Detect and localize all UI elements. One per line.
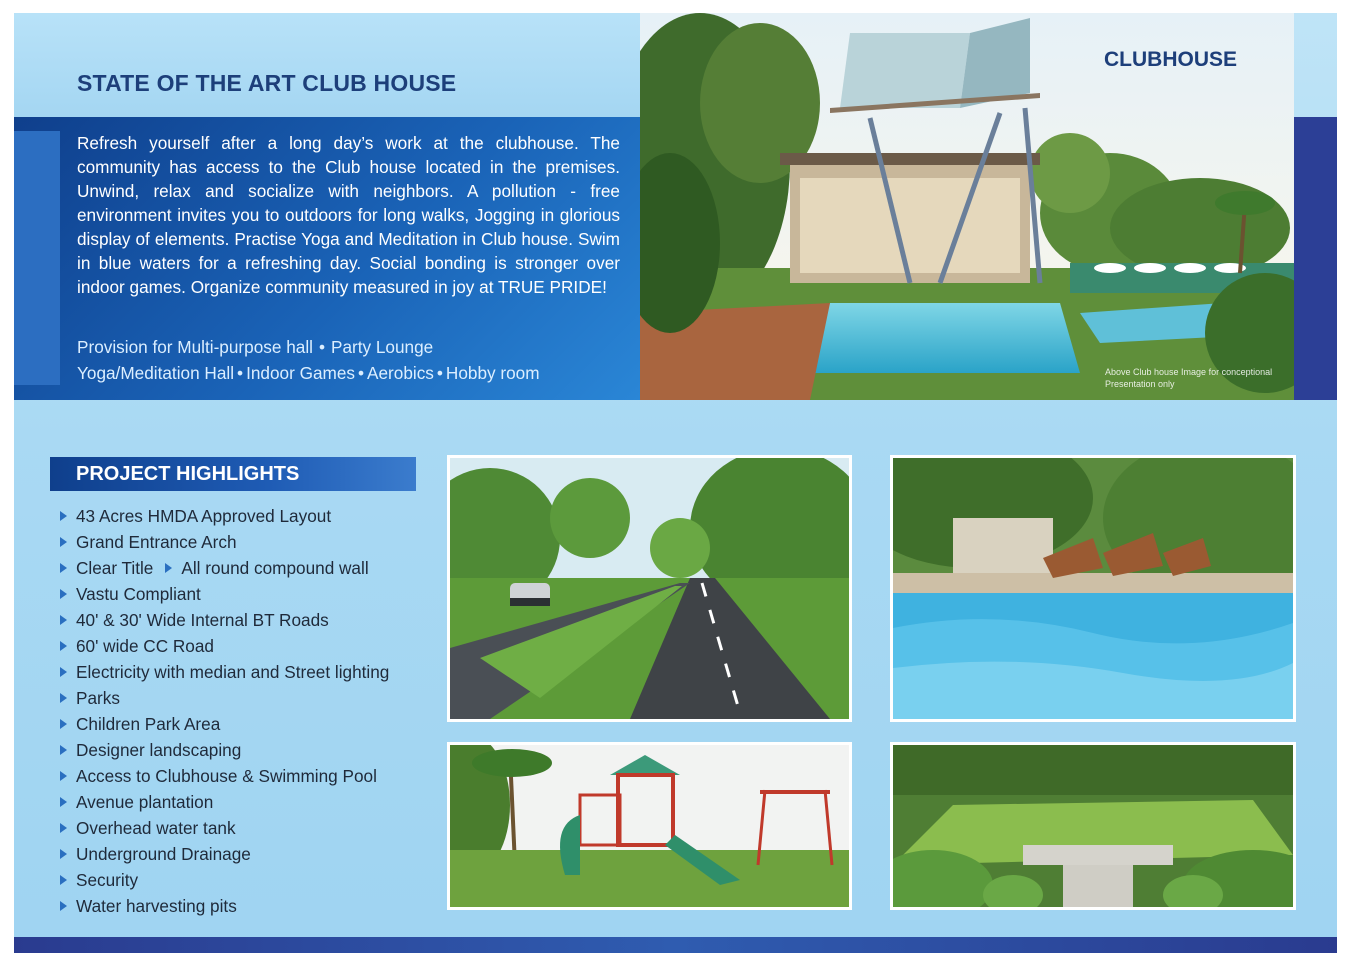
amenities-line-1 [77, 337, 433, 358]
description-accent-bar [14, 131, 60, 385]
children-play-area-photo [447, 742, 852, 910]
swimming-pool-photo [890, 455, 1296, 722]
bullet-arrow-icon [60, 875, 67, 885]
highlight-text: Overhead water tank [76, 818, 236, 838]
list-item [60, 529, 389, 555]
bullet-arrow-icon [60, 511, 67, 521]
list-item [60, 893, 389, 919]
highlight-text: Designer landscaping [76, 740, 242, 760]
clubhouse-description: Refresh yourself after a long day’s work at the clubhouse. The community has access to the Club house located in the premises. Unwind, relax and socialize with neighbors. A pollution - free environment invites you to outdoors for long walks, Jogging in glorious display of elements. Practise Yoga and Meditation in Club house. Swim in blue waters for a refreshing day. Social bonding is stronger over indoor games. Organize community measured in joy at TRUE PRIDE! [77, 133, 620, 297]
highlight-text: Access to Clubhouse & Swimming Pool [76, 766, 377, 786]
highlight-text: Electricity with median and Street lighting [76, 662, 390, 682]
amenity-separator: • [318, 337, 325, 357]
list-item [60, 633, 389, 659]
list-item [60, 737, 389, 763]
amenity-item: Party Lounge [330, 337, 434, 357]
highlight-text: 43 Acres HMDA Approved Layout [76, 506, 332, 526]
bullet-arrow-icon [60, 563, 67, 573]
highlight-text: Security [76, 870, 139, 890]
highlight-text: Grand Entrance Arch [76, 532, 237, 552]
bullet-arrow-icon [60, 901, 67, 911]
list-item [60, 659, 389, 685]
list-item [60, 711, 389, 737]
list-item [60, 555, 389, 581]
list-item [60, 581, 389, 607]
amenity-item: Provision for Multi-purpose hall [77, 337, 313, 357]
amenity-separator: • [357, 363, 365, 383]
list-item [60, 607, 389, 633]
title-band [14, 13, 640, 117]
highlights-title: PROJECT HIGHLIGHTS [76, 463, 300, 485]
bullet-arrow-icon [60, 641, 67, 651]
bottom-band [14, 937, 1337, 953]
road-photo [447, 455, 852, 722]
amenity-separator: • [436, 363, 443, 383]
right-accent-strip [1294, 117, 1337, 400]
bullet-arrow-icon [60, 849, 67, 859]
bullet-arrow-icon [60, 615, 67, 625]
list-item [60, 815, 389, 841]
highlight-text: Vastu Compliant [76, 584, 201, 604]
list-item [60, 763, 389, 789]
highlight-text: Clear Title [76, 558, 154, 578]
clubhouse-image-disclaimer: Above Club house Image for conceptional Presentation only [1105, 367, 1273, 389]
list-item [60, 789, 389, 815]
clubhouse-image-label: CLUBHOUSE [1104, 48, 1238, 71]
bullet-arrow-icon [60, 667, 67, 677]
bullet-arrow-icon [60, 823, 67, 833]
bullet-arrow-icon [60, 797, 67, 807]
highlight-text: Water harvesting pits [76, 896, 237, 916]
amenity-item: Hobby room [445, 363, 540, 383]
bullet-arrow-icon [165, 563, 172, 573]
highlight-text: 40' & 30' Wide Internal BT Roads [76, 610, 329, 630]
clubhouse-section-title: STATE OF THE ART CLUB HOUSE [77, 70, 457, 96]
highlight-text: Parks [76, 688, 120, 708]
bullet-arrow-icon [60, 719, 67, 729]
list-item [60, 841, 389, 867]
bullet-arrow-icon [60, 771, 67, 781]
list-item [60, 867, 389, 893]
highlight-text: Underground Drainage [76, 844, 251, 864]
highlight-text: 60' wide CC Road [76, 636, 214, 656]
garden-lawn-photo [890, 742, 1296, 910]
highlights-list [60, 503, 389, 919]
amenity-separator: • [237, 363, 244, 383]
highlight-text: Avenue plantation [76, 792, 214, 812]
bullet-arrow-icon [60, 693, 67, 703]
amenity-item: Indoor Games [246, 363, 355, 383]
amenity-item: Aerobics [367, 363, 434, 383]
amenities-line-2 [77, 363, 540, 384]
bullet-arrow-icon [60, 589, 67, 599]
bullet-arrow-icon [60, 537, 67, 547]
list-item [60, 685, 389, 711]
highlight-text: Children Park Area [76, 714, 221, 734]
list-item [60, 503, 389, 529]
amenity-item: Yoga/Meditation Hall [77, 363, 235, 383]
bullet-arrow-icon [60, 745, 67, 755]
highlight-text: All round compound wall [181, 558, 369, 578]
